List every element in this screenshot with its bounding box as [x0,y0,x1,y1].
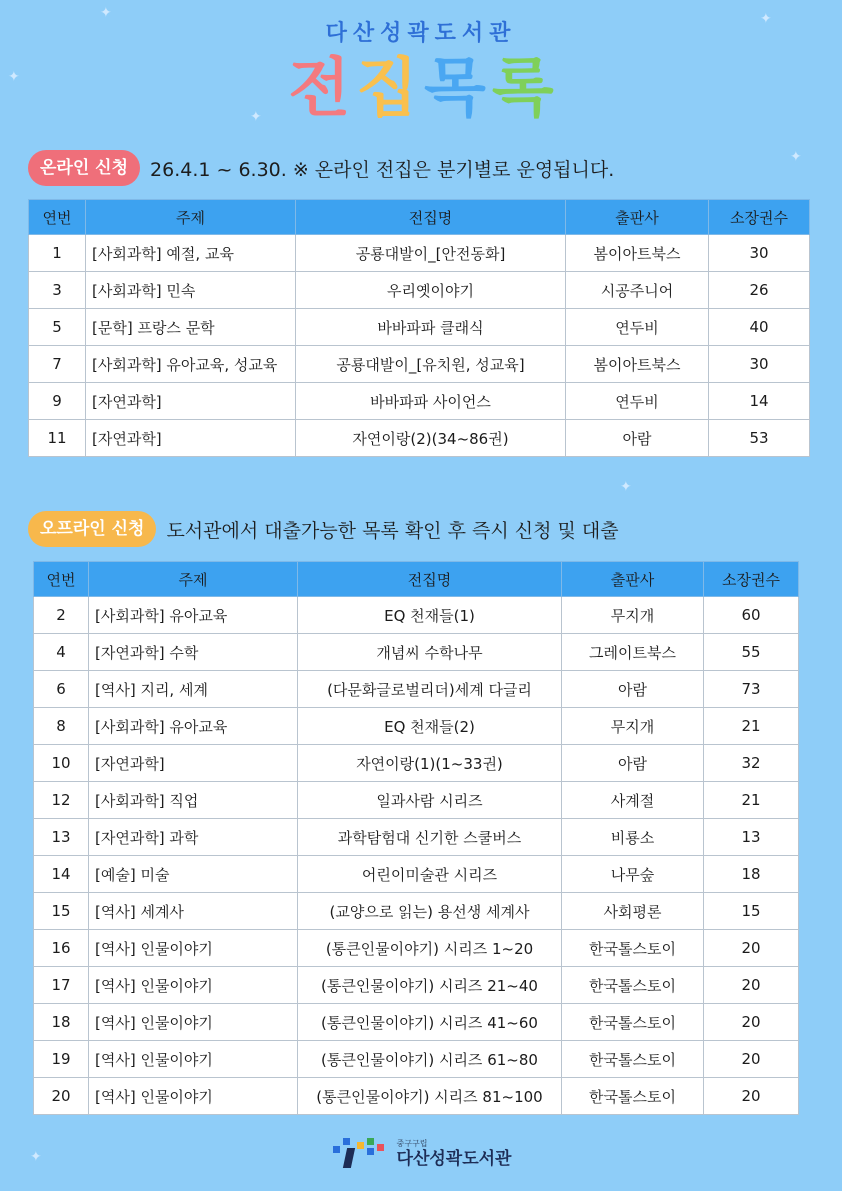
row-volume-count: 73 [704,671,799,708]
row-collection-name: (다문화글로벌리더)세계 다글리 [298,671,562,708]
row-number: 9 [29,383,86,420]
title-char: 록 [491,52,554,126]
row-volume-count: 20 [704,1041,799,1078]
table-row [34,1041,799,1078]
table-header-row [29,200,810,235]
row-volume-count: 26 [709,272,810,309]
row-number: 3 [29,272,86,309]
row-topic: [자연과학] [89,745,298,782]
footer-logo [0,1136,842,1172]
table-row [29,420,810,457]
row-topic: [자연과학] [86,383,296,420]
row-topic: [역사] 인물이야기 [89,1078,298,1115]
row-number: 12 [34,782,89,819]
row-number: 18 [34,1004,89,1041]
row-topic: [문학] 프랑스 문학 [86,309,296,346]
row-topic: [역사] 지리, 세계 [89,671,298,708]
row-publisher: 연두비 [566,383,709,420]
row-topic: [사회과학] 유아교육 [89,597,298,634]
title-char: 목 [424,52,486,126]
sparkle-icon: ✦ [790,149,802,165]
column-header: 출판사 [562,562,704,597]
row-number: 5 [29,309,86,346]
row-collection-name: (통큰인물이야기) 시리즈 41~60 [298,1004,562,1041]
title-char: 집 [356,52,418,126]
column-header: 전집명 [296,200,566,235]
row-collection-name: EQ 천재들(2) [298,708,562,745]
row-topic: [역사] 인물이야기 [89,967,298,1004]
table-row [34,967,799,1004]
row-number: 8 [34,708,89,745]
row-collection-name: 공룡대발이_[유치원, 성교육] [296,346,566,383]
table-row [34,819,799,856]
library-logo-icon [331,1136,391,1172]
row-publisher: 사회평론 [562,893,704,930]
sparkle-icon: ✦ [8,69,20,85]
column-header: 출판사 [566,200,709,235]
footer-small-text: 중구구립 [396,1139,428,1148]
row-collection-name: (교양으로 읽는) 용선생 세계사 [298,893,562,930]
row-publisher: 무지개 [562,708,704,745]
row-publisher: 아람 [562,745,704,782]
row-collection-name: (통큰인물이야기) 시리즈 61~80 [298,1041,562,1078]
row-volume-count: 14 [709,383,810,420]
row-topic: [예술] 미술 [89,856,298,893]
table-row [34,856,799,893]
table-row [29,346,810,383]
row-number: 20 [34,1078,89,1115]
table-row [29,272,810,309]
row-collection-name: 자연이랑(1)(1~33권) [298,745,562,782]
row-publisher: 아람 [566,420,709,457]
row-volume-count: 32 [704,745,799,782]
row-publisher: 아람 [562,671,704,708]
row-publisher: 그레이트북스 [562,634,704,671]
row-collection-name: 어린이미술관 시리즈 [298,856,562,893]
table-row [34,708,799,745]
row-collection-name: (통큰인물이야기) 시리즈 21~40 [298,967,562,1004]
row-volume-count: 53 [709,420,810,457]
row-number: 2 [34,597,89,634]
row-number: 17 [34,967,89,1004]
column-header: 연번 [34,562,89,597]
row-topic: [사회과학] 민속 [86,272,296,309]
row-collection-name: 일과사람 시리즈 [298,782,562,819]
row-collection-name: EQ 천재들(1) [298,597,562,634]
row-collection-name: 우리옛이야기 [296,272,566,309]
row-volume-count: 13 [704,819,799,856]
footer-library-name: 다산성곽도서관 [396,1149,512,1169]
row-volume-count: 18 [704,856,799,893]
row-number: 13 [34,819,89,856]
row-collection-name: 자연이랑(2)(34~86권) [296,420,566,457]
column-header: 주제 [89,562,298,597]
offline-table [33,561,799,1115]
row-topic: [자연과학] [86,420,296,457]
row-publisher: 무지개 [562,597,704,634]
row-topic: [사회과학] 유아교육, 성교육 [86,346,296,383]
row-publisher: 시공주니어 [566,272,709,309]
table-row [34,930,799,967]
row-volume-count: 21 [704,782,799,819]
offline-badge: 오프라인 신청 [28,511,156,547]
row-number: 1 [29,235,86,272]
row-number: 6 [34,671,89,708]
row-topic: [역사] 인물이야기 [89,930,298,967]
row-volume-count: 21 [704,708,799,745]
row-topic: [역사] 인물이야기 [89,1004,298,1041]
online-section-header [28,148,614,188]
row-collection-name: 바바파파 사이언스 [296,383,566,420]
sparkle-icon: ✦ [620,479,632,495]
row-publisher: 한국톨스토이 [562,930,704,967]
table-row [34,782,799,819]
row-number: 7 [29,346,86,383]
row-volume-count: 20 [704,1078,799,1115]
row-collection-name: 바바파파 클래식 [296,309,566,346]
row-topic: [사회과학] 직업 [89,782,298,819]
offline-section-header [28,509,619,549]
online-description: 26.4.1 ~ 6.30. ※ 온라인 전집은 분기별로 운영됩니다. [150,158,615,181]
table-header-row [34,562,799,597]
column-header: 전집명 [298,562,562,597]
row-publisher: 나무숲 [562,856,704,893]
table-row [34,893,799,930]
row-volume-count: 20 [704,1004,799,1041]
row-publisher: 한국톨스토이 [562,1041,704,1078]
sparkle-icon: ✦ [250,109,262,125]
row-number: 15 [34,893,89,930]
row-volume-count: 15 [704,893,799,930]
table-row [34,671,799,708]
row-collection-name: (통큰인물이야기) 시리즈 1~20 [298,930,562,967]
row-volume-count: 40 [709,309,810,346]
row-publisher: 사계절 [562,782,704,819]
row-publisher: 한국톨스토이 [562,967,704,1004]
row-number: 19 [34,1041,89,1078]
row-number: 14 [34,856,89,893]
library-subtitle: 다산성곽도서관 [325,21,517,46]
table-row [34,597,799,634]
row-topic: [역사] 세계사 [89,893,298,930]
row-collection-name: (통큰인물이야기) 시리즈 81~100 [298,1078,562,1115]
column-header: 연번 [29,200,86,235]
row-topic: [자연과학] 과학 [89,819,298,856]
page-title [0,50,842,128]
row-publisher: 비룡소 [562,819,704,856]
table-row [29,309,810,346]
row-topic: [사회과학] 예절, 교육 [86,235,296,272]
row-topic: [자연과학] 수학 [89,634,298,671]
row-number: 4 [34,634,89,671]
table-row [34,745,799,782]
row-volume-count: 20 [704,967,799,1004]
title-char: 전 [288,52,351,126]
row-collection-name: 공룡대발이_[안전동화] [296,235,566,272]
row-volume-count: 55 [704,634,799,671]
row-number: 16 [34,930,89,967]
row-number: 11 [29,420,86,457]
sparkle-icon: ✦ [100,5,112,21]
offline-description: 도서관에서 대출가능한 목록 확인 후 즉시 신청 및 대출 [166,519,619,542]
row-volume-count: 30 [709,235,810,272]
table-row [29,383,810,420]
online-table [28,199,810,457]
row-collection-name: 개념씨 수학나무 [298,634,562,671]
row-topic: [역사] 인물이야기 [89,1041,298,1078]
sparkle-icon: ✦ [30,1149,42,1165]
table-row [34,634,799,671]
table-row [29,235,810,272]
row-publisher: 봄이아트북스 [566,346,709,383]
row-volume-count: 30 [709,346,810,383]
row-publisher: 봄이아트북스 [566,235,709,272]
table-row [34,1004,799,1041]
row-volume-count: 20 [704,930,799,967]
row-collection-name: 과학탐험대 신기한 스쿨버스 [298,819,562,856]
row-number: 10 [34,745,89,782]
column-header: 소장권수 [709,200,810,235]
online-badge: 온라인 신청 [28,150,140,186]
table-row [34,1078,799,1115]
column-header: 주제 [86,200,296,235]
row-topic: [사회과학] 유아교육 [89,708,298,745]
row-volume-count: 60 [704,597,799,634]
row-publisher: 한국톨스토이 [562,1078,704,1115]
sparkle-icon: ✦ [760,11,772,27]
column-header: 소장권수 [704,562,799,597]
row-publisher: 연두비 [566,309,709,346]
row-publisher: 한국톨스토이 [562,1004,704,1041]
